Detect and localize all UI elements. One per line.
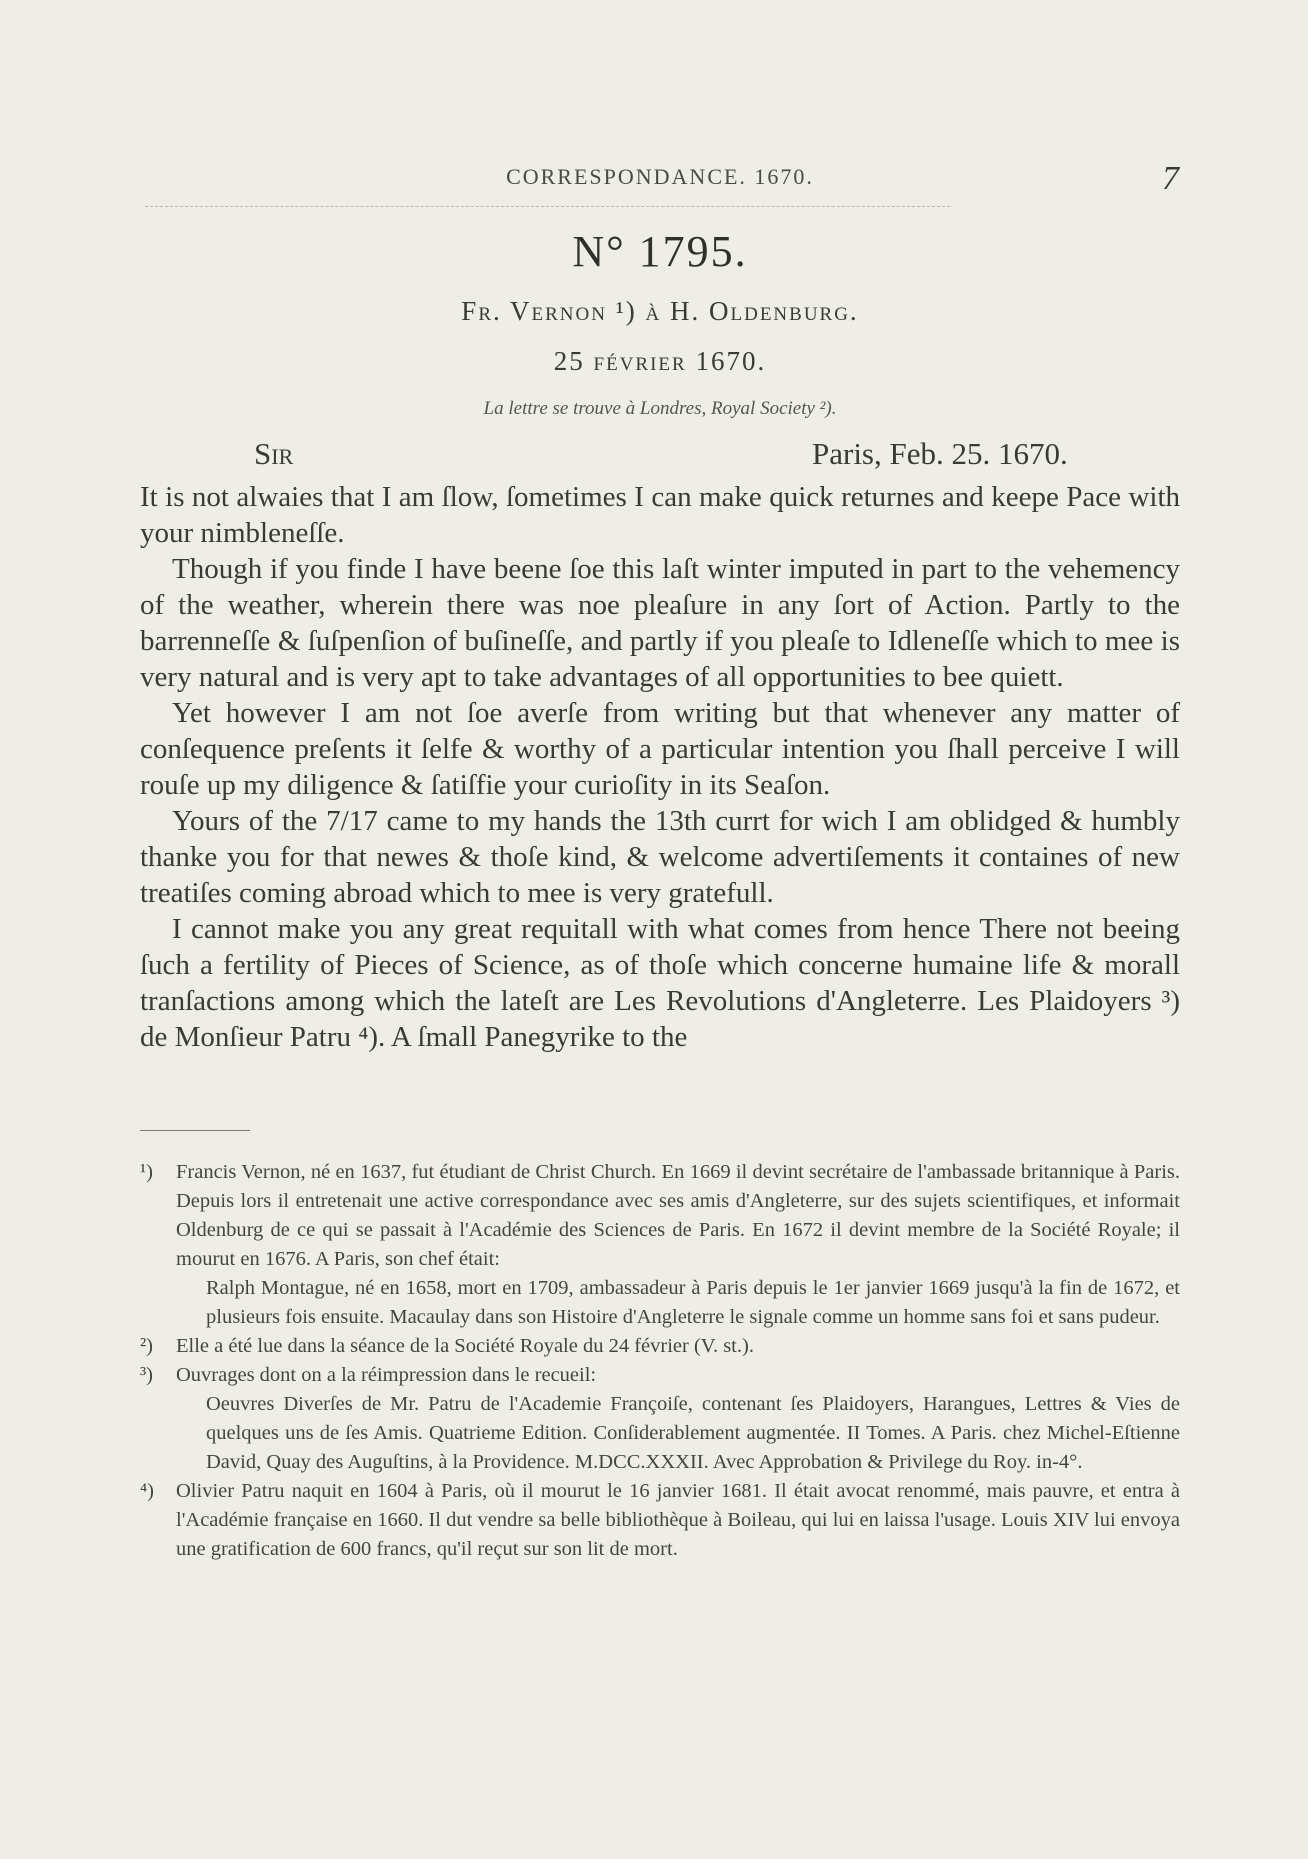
letter-body [140,479,1180,1055]
body-paragraph: It is not alwaies that I am ſlow, ſometimes I can make quick returnes and keepe Pace with your nimbleneſſe. [140,481,1180,549]
body-paragraph: Yours of the 7/17 came to my hands the 13th currt for wich I am oblidged & humbly thanke you for that newes & thoſe kind, & welcome advertiſements it containes of new treatiſes coming abroad which to mee is very gratefull. [140,805,1180,909]
body-paragraph: Yet however I am not ſoe averſe from writing but that whenever any matter of conſequence preſents it ſelfe & worthy of a particular intention you ſhall perceive I will rouſe up my diligence & ſatiſfie your curioſity in its Seaſon. [140,697,1180,801]
footnote-1 [140,1158,1180,1274]
letter-source: La lettre se trouve à Londres, Royal Society ²). [483,398,837,419]
body-paragraph: Though if you finde I have beene ſoe this laſt winter imputed in part to the vehemency of the weather, wherein there was noe pleaſure in any ſort of Action. Partly to the barrenneſſe & ſuſpenſion of buſineſſe, and partly if you pleaſe to Idleneſſe which to mee is very natural and is very apt to take advantages of all opportunities to bee quiett. [140,553,1180,693]
footnote-continuation: Oeuvres Diverſes de Mr. Patru de l'Academie Françoiſe, contenant ſes Plaidoyers, Harangues, Lettres & Vies de quelques uns de ſes Amis. Quatrieme Edition. Conſiderablement augmentée. II Tomes. A Paris. chez Michel-Eſtienne David, Quay des Auguſtins, à la Providence. M.DCC.XXXII. Avec Approbation & Privilege du Roy. in-4°. [206,1393,1180,1473]
page-number: 7 [1162,160,1179,197]
footnotes [140,1158,1180,1564]
header-rule [145,206,950,207]
footnote-2 [140,1332,1180,1361]
body-paragraph: I cannot make you any great requitall with what comes from hence There not beeing ſuch a fertility of Pieces of Science, as of thoſe which concerne humaine life & morall tranſactions among which the lateſt are Les Revolutions d'Angleterre. Les Plaidoyers ³) de Monſieur Patru ⁴). A ſmall Panegyrike to the [140,913,1180,1053]
salutation: Sir [254,436,294,471]
footnote-text: Ouvrages dont on a la réimpression dans le recueil: [176,1364,597,1386]
footnote-marker: ²) [140,1335,153,1357]
running-title: CORRESPONDANCE. 1670. [506,164,814,189]
footnote-marker: ¹) [140,1161,153,1183]
footnote-rule [140,1130,250,1131]
footnote-3 [140,1361,1180,1390]
letter-date: 25 février 1670. [553,346,767,376]
footnote-text: Elle a été lue dans la séance de la Société Royale du 24 février (V. st.). [176,1335,754,1357]
letter-number: N° 1795. [572,227,748,276]
footnote-text: Olivier Patru naquit en 1604 à Paris, où il mourut le 16 janvier 1681. Il était avocat renommé, mais pauvre, et entra à l'Académie française en 1660. Il dut vendre sa belle bibliothèque à Boileau, qui lui en laissa l'usage. Louis XIV lui envoya une gratification de 600 francs, qu'il reçut sur son lit de mort. [176,1480,1180,1560]
footnote-marker: ³) [140,1364,153,1386]
dateline: Paris, Feb. 25. 1670. [812,436,1068,471]
footnote-marker: ⁴) [140,1480,154,1502]
footnote-continuation: Ralph Montague, né en 1658, mort en 1709, ambassadeur à Paris depuis le 1er janvier 1669 jusqu'à la fin de 1672, et plusieurs fois ensuite. Macaulay dans son Histoire d'Angleterre le signale comme un homme sans foi et sans pudeur. [206,1277,1180,1328]
letter-title: Fr. Vernon ¹) à H. Oldenburg. [461,296,859,326]
footnote-text: Francis Vernon, né en 1637, fut étudiant de Christ Church. En 1669 il devint secrétaire de l'ambassade britannique à Paris. Depuis lors il entretenait une active correspondance avec ses amis d'Angleterre, sur des sujets scientifiques, et informait Oldenburg de ce qui se passait à l'Académie des Sciences de Paris. En 1672 il devint membre de la Société Royale; il mourut en 1676. A Paris, son chef était: [176,1161,1180,1270]
footnote-4 [140,1477,1180,1564]
